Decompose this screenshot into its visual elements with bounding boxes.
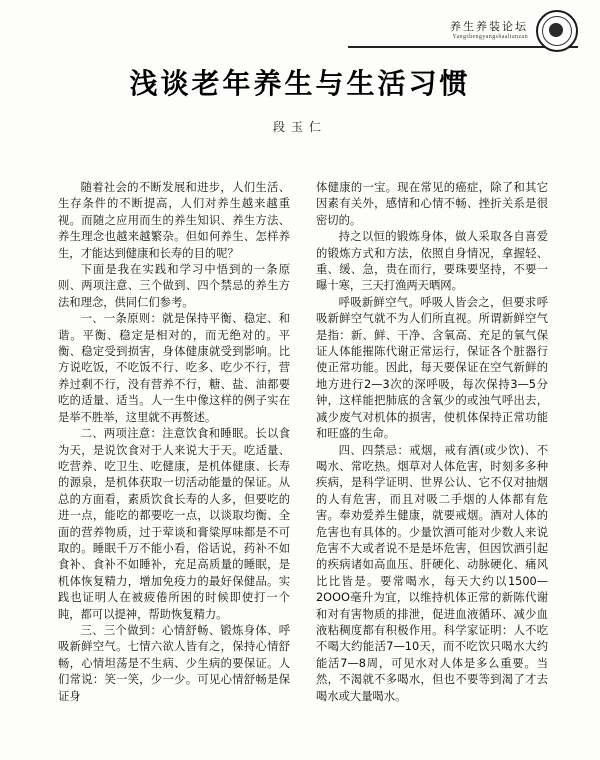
paragraph: 二、两项注意：注意饮食和睡眠。长以食为天，是说饮食对于人来说大于天。吃适量、吃营养、吃卫生、吃健康，是机体健康、长寿的源泉，是机体获取一切活动能量的保证。从总的方面看，素质饮食长寿的人多，但要吃的进一点，能吃的都要吃一点，以谈取均衡、全面的营养物质，过于荤谈和膏粱厚味都是不可取的。睡眠千万不能小看，俗话说，药补不如食补、食补不如睡补，充足高质量的睡眠，是机体恢复精力，增加免疫力的最好保健品。实践也证明人在被疲倦所困的时候即使打一个盹，都可以提神，帮助恢复精力。 bbox=[58, 427, 290, 621]
author-byline: 段玉仁 bbox=[272, 120, 327, 134]
masthead bbox=[348, 8, 578, 54]
paragraph: 四、四禁忌：戒烟，戒有酒(或少饮)、不喝水、常吃热。烟草对人体危害，时刻多多种疾病，是科学证明、世界公认、它不仅对抽烟的人有危害，而且对吸二手烟的人体都有危害。奉劝爱养生健康，就要戒烟。酒对人体的危害也有具体的。少量饮酒可能对少数人来说危害不大或者说不是是坏危害，但因饮酒引起的疾病诸如高血压、肝硬化、动脉硬化、痛风比比皆是。要常喝水，每天大约以1500—2OOO毫升为宜，以维持机体正常的新陈代谢和对有害物质的排泄，促进血液循环、减少血液粘稠度都有积极作用。科学家证明：人不吃不喝大约能活7—10天，而不吃饮只喝水大约能活7—8周，可见水对人体是多么重要。当然，不渴就不多喝水，但也不要等到渴了才去喝水或大量喝水。 bbox=[316, 443, 548, 703]
column-left bbox=[58, 180, 290, 740]
paragraph: 下面是我在实践和学习中悟到的一条原则、两项注意、三个做到、四个禁忌的养生方法和理念，供同仁们参考。 bbox=[58, 263, 290, 309]
masthead-title-pinyin: Yangshengyangshaaltanzan bbox=[452, 33, 528, 40]
article-body bbox=[58, 180, 548, 740]
circular-seal-icon bbox=[536, 10, 578, 52]
paragraph: 呼吸新鲜空气。呼吸人皆会之，但要求呼吸新鲜空气就不为人们所直视。所谓新鲜空气是指：新、鲜、干净、含氧高、充足的氧气保证人体能摧陈代谢正常运行，保证各个脏器行使正常功能。因此，每天要保证在空气新鲜的地方进行2—3次的深呼吸，每次保持3—5分钟，这样能把肺底的含氧少的或浊气呼出去，减少废气对机体的损害，使机体保持正常功能和旺盛的生命。 bbox=[316, 295, 548, 441]
paragraph: 一、一条原则：就是保持平衡、稳定、和谐。平衡、稳定是相对的，而无绝对的。平衡、稳定受到损害，身体健康就受到影响。比方说吃饭，不吃饭不行、吃多、吃少不行，营养过剩不行，没有营养不行，糖、盐、油都要吃的适量、适当。人一生中像这样的例子实在是举不胜举，这里就不再赘述。 bbox=[58, 312, 290, 424]
masthead-title-cn: 养生养装论坛 bbox=[450, 20, 528, 34]
paragraph: 三、三个做到：心情舒畅、锻炼身体、呼吸新鲜空气。七情六欲人皆有之，保持心情舒畅，心情坦荡是不生病、少生病的要保证。人们常说：笑一笑，少一少。可见心情舒畅是保证身 bbox=[58, 623, 290, 703]
masthead-text bbox=[450, 21, 528, 41]
paragraph: 持之以恒的锻炼身体，做人采取各自喜爱的锻炼方式和方法，依照自身情况，拿握轻、重、缓、急，贵在而行，要珠要坚持，不要一曝十寒，三天打渔两天晒网。 bbox=[316, 230, 548, 293]
page-title: 浅谈老年养生与生活习惯 bbox=[129, 67, 471, 100]
paragraph: 体健康的一宝。现在常见的癌症，除了和其它因素有关外，感情和心情不畅、挫折关系是很密切的。 bbox=[316, 181, 548, 227]
paragraph: 随着社会的不断发展和进步，人们生活、生存条件的不断提高，人们对养生越来越重视。而随之应用而生的养生知识、养生方法、养生理念也越来越繁杂。但如何养生、怎样养生，才能达到健康和长寿的目的呢？ bbox=[58, 181, 290, 260]
column-right bbox=[316, 180, 548, 740]
